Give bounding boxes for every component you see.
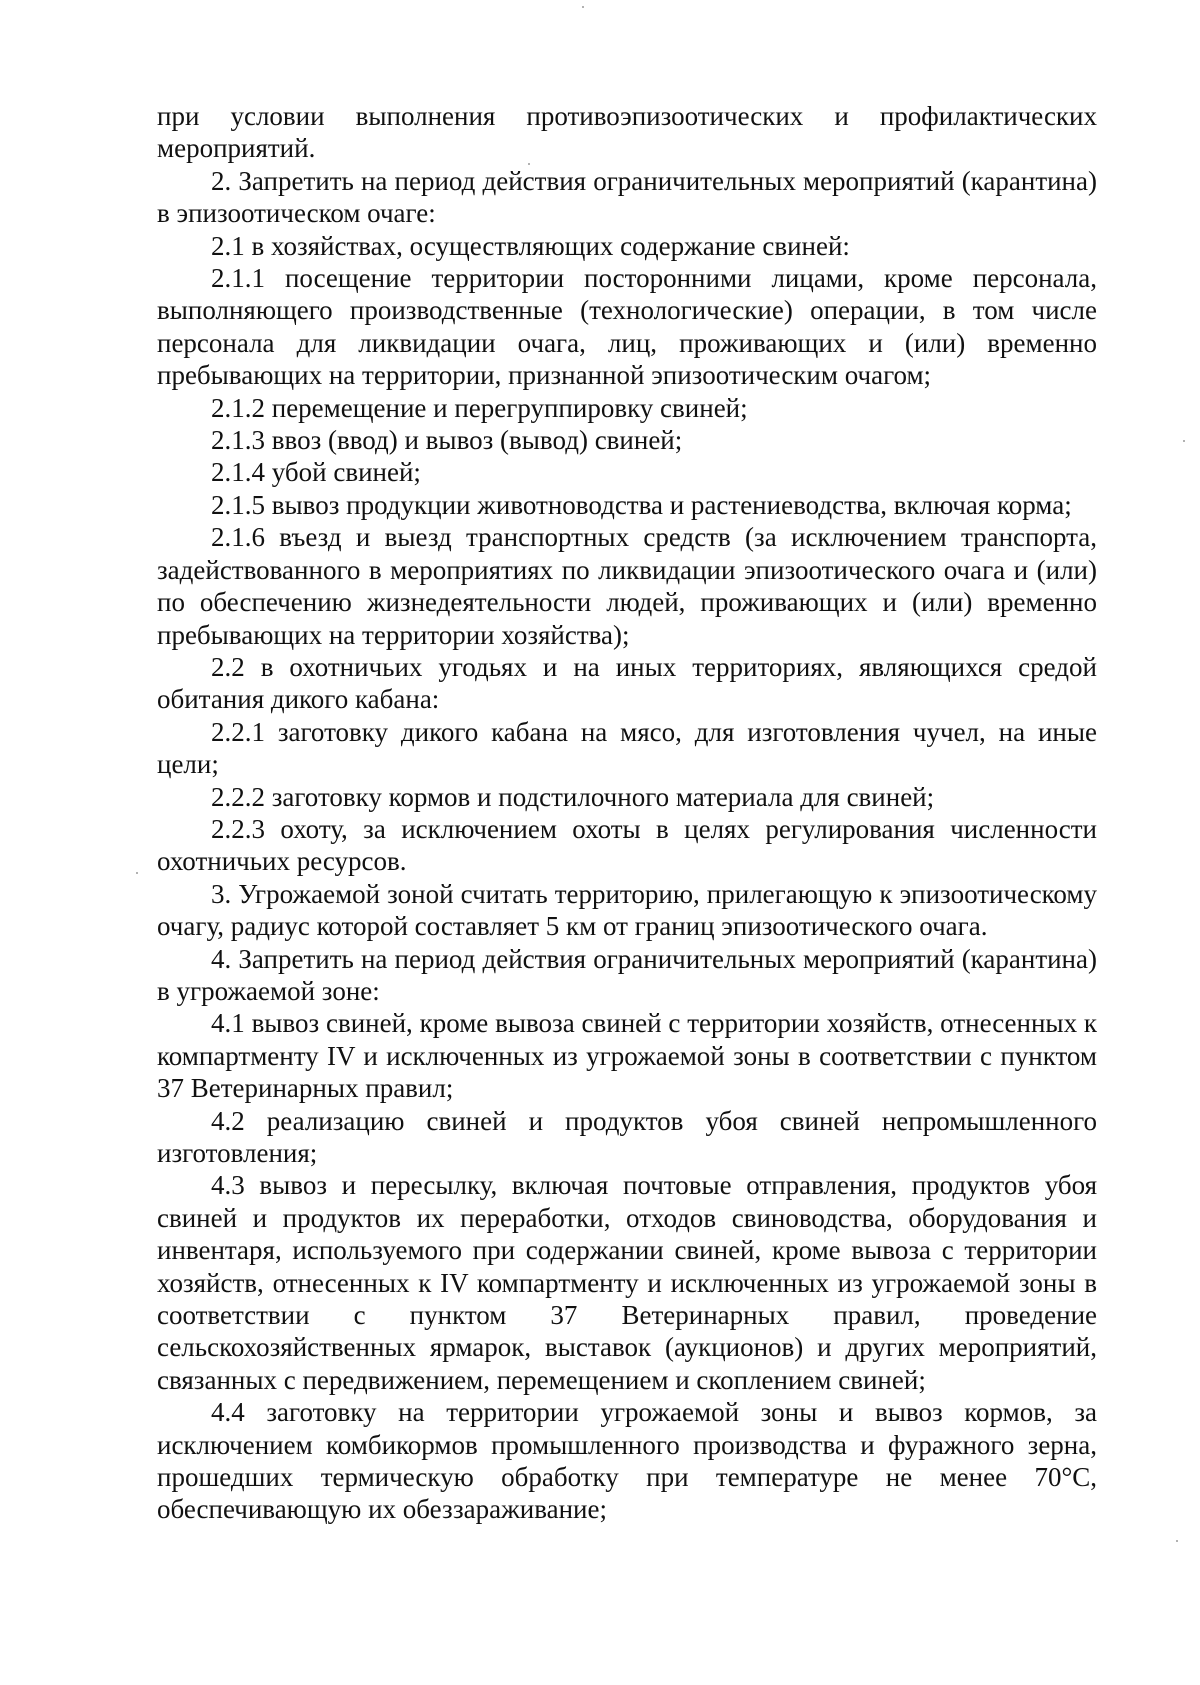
scan-speck [1176,1540,1178,1542]
paragraph-2-1-1: 2.1.1 посещение территории посторонними лицами, кроме персонала, выполняющего производственные (технологические) операции, в том числе персонала для ликвидации очага, лиц, проживающих и (или) временно пребывающих на территории, признанной эпизоотическим очагом; [157,263,1097,391]
paragraph-2-1-5: 2.1.5 вывоз продукции животноводства и растениеводства, включая корма; [211,489,1072,520]
paragraph-4-1: 4.1 вывоз свиней, кроме вывоза свиней с территории хозяйств, отнесенных к компартменту IV и исключенных из угрожаемой зоны в соответствии с пунктом 37 Ветеринарных правил; [157,1008,1097,1104]
scan-speck [528,163,530,165]
document-body [157,100,1097,1526]
scan-speck [582,6,584,8]
paragraph-conditions-end: при условии выполнения противоэпизоотических и профилактических мероприятий. [157,101,1097,164]
paragraph-4: 4. Запретить на период действия ограничительных мероприятий (карантина) в угрожаемой зоне: [157,943,1097,1006]
paragraph-2-2-1: 2.2.1 заготовку дикого кабана на мясо, для изготовления чучел, на иные цели; [157,716,1097,780]
paragraph-4-3: 4.3 вывоз и пересылку, включая почтовые отправления, продуктов убоя свиней и продуктов их переработки, отходов свиноводства, оборудования и инвентаря, используемого при содержании свиней, кроме вывоза с территории хозяйств, отнесенных к IV компартменту и исключенных из угрожаемой зоны в соответствии с пунктом 37 Ветеринарных правил, проведение сельскохозяйственных ярмарок, выставок (аукционов) и других мероприятий, связанных с передвижением, перемещением и скоплением свиней; [157,1170,1097,1395]
scan-speck [136,872,138,874]
paragraph-2-1-6: 2.1.6 въезд и выезд транспортных средств (за исключением транспорта, задействованного в мероприятиях по ликвидации эпизоотического очага и (или) по обеспечению жизнедеятельности людей, проживающих и (или) временно пребывающих на территории хозяйства); [157,522,1097,650]
paragraph-2: 2. Запретить на период действия ограничительных мероприятий (карантина) в эпизоотическом очаге: [157,165,1097,229]
paragraph-2-1: 2.1 в хозяйствах, осуществляющих содержание свиней: [211,230,850,261]
scan-speck [1183,440,1185,442]
paragraph-2-2-2: 2.2.2 заготовку кормов и подстилочного материала для свиней; [211,781,935,812]
paragraph-4-4: 4.4 заготовку на территории угрожаемой зоны и вывоз кормов, за исключением комбикормов промышленного производства и фуражного зерна, прошедших термическую обработку при температуре не менее 70°С, обеспечивающую их обеззараживание; [157,1397,1097,1525]
paragraph-3: 3. Угрожаемой зоной считать территорию, прилегающую к эпизоотическому очагу, радиус которой составляет 5 км от границ эпизоотического очага. [157,878,1097,942]
paragraph-2-1-3: 2.1.3 ввоз (ввод) и вывоз (вывод) свиней; [211,425,683,456]
paragraph-4-2: 4.2 реализацию свиней и продуктов убоя свиней непромышленного изготовления; [157,1105,1097,1168]
paragraph-2-1-4: 2.1.4 убой свиней; [211,457,421,488]
paragraph-2-1-2: 2.1.2 перемещение и перегруппировку свиней; [211,392,748,423]
paragraph-2-2-3: 2.2.3 охоту, за исключением охоты в целях регулирования численности охотничьих ресурсов. [157,813,1097,877]
paragraph-2-2: 2.2 в охотничьих угодьях и на иных территориях, являющихся средой обитания дикого кабана: [157,651,1097,715]
